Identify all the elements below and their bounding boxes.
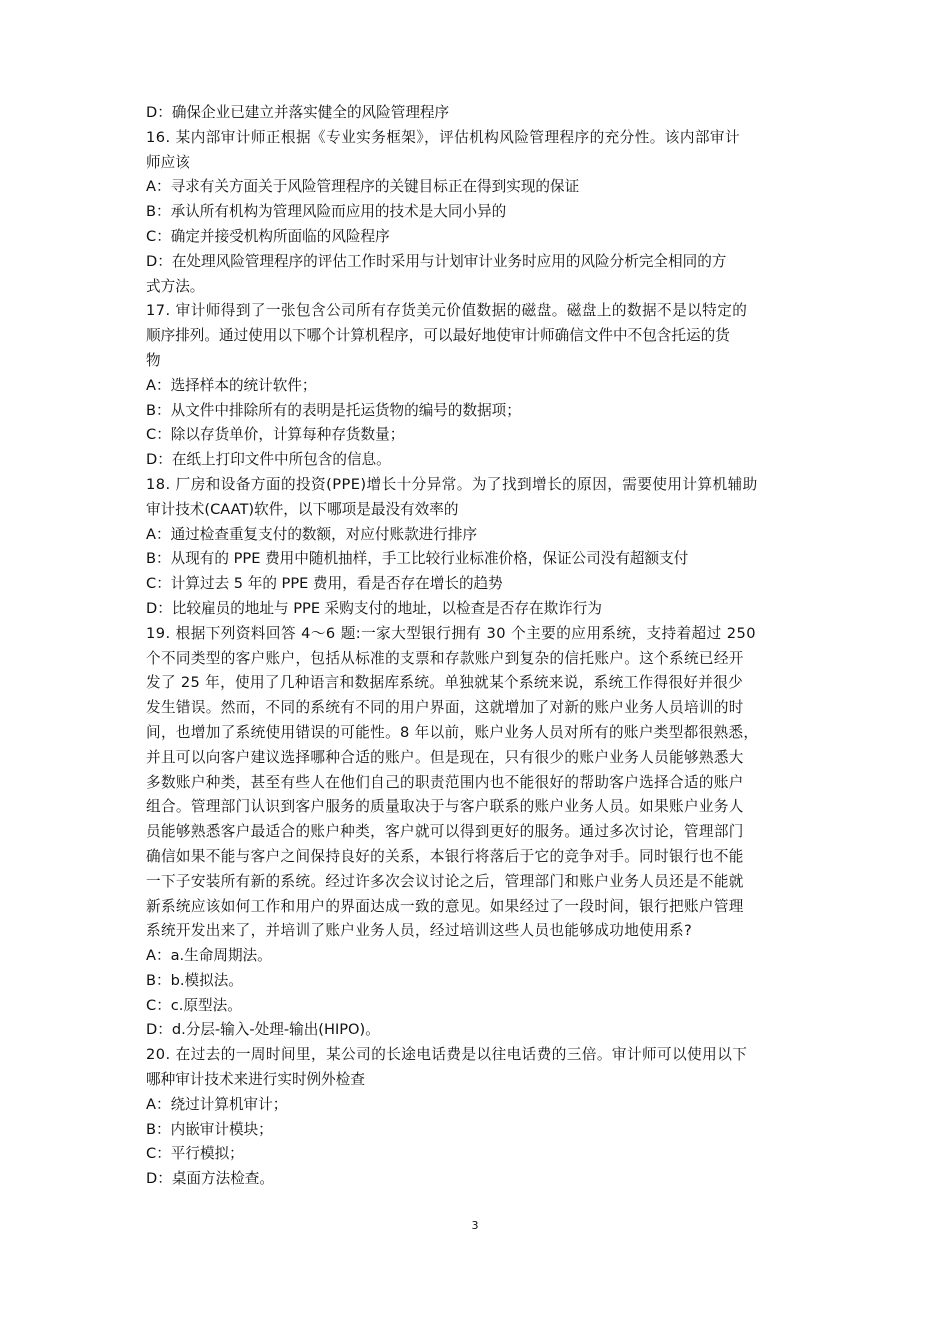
option-text-line: B：内嵌审计模块； bbox=[146, 1120, 273, 1138]
answer-option bbox=[146, 1118, 810, 1143]
question-text-line: 顺序排列。通过使用以下哪个计算机程序，可以最好地使审计师确信文件中不包含托运的货 bbox=[146, 327, 730, 345]
question-text-line: 个不同类型的客户账户，包括从标准的支票和存款账户到复杂的信托账户。这个系统已经开 bbox=[146, 649, 744, 667]
answer-option bbox=[146, 225, 810, 250]
option-text-line: C：确定并接受机构所面临的风险程序 bbox=[146, 227, 390, 245]
option-text-line: D：在纸上打印文件中所包含的信息。 bbox=[146, 451, 391, 469]
option-text-line: D：确保企业已建立并落实健全的风险管理程序 bbox=[146, 104, 450, 121]
question-text-line: 哪种审计技术来进行实时例外检查 bbox=[146, 1071, 365, 1089]
question-text-line: 审计技术(CAAT)软件，以下哪项是最没有效率的 bbox=[146, 500, 459, 518]
answer-option bbox=[146, 969, 810, 994]
option-text-line: C：c.原型法。 bbox=[146, 996, 242, 1014]
answer-option bbox=[146, 374, 810, 399]
question-text-line: 新系统应该如何工作和用户的界面达成一致的意见。如果经过了一段时间，银行把账户管理 bbox=[146, 897, 744, 915]
question-text-line: 师应该 bbox=[146, 153, 190, 171]
question-text-line: 间，也增加了系统使用错误的可能性。8 年以前，账户业务人员对所有的账户类型都很熟悉， bbox=[146, 723, 759, 741]
option-text-line: B：从文件中排除所有的表明是托运货物的编号的数据项； bbox=[146, 401, 521, 419]
option-text-line: A：选择样本的统计软件； bbox=[146, 376, 317, 394]
question-block bbox=[146, 622, 810, 944]
answer-option bbox=[146, 448, 810, 473]
question-text-line: 组合。管理部门认识到客户服务的质量取决于与客户联系的账户业务人员。如果账户业务人 bbox=[146, 798, 744, 816]
answer-option bbox=[146, 994, 810, 1019]
question-text-line: 多数账户种类，甚至有些人在他们自己的职责范围内也不能很好的帮助客户选择合适的账户 bbox=[146, 773, 744, 791]
question-text-line: 16. 某内部审计师正根据《专业实务框架》，评估机构风险管理程序的充分性。该内部审计 bbox=[146, 128, 741, 146]
option-text-line: B：承认所有机构为管理风险而应用的技术是大同小异的 bbox=[146, 203, 507, 221]
answer-option bbox=[146, 1018, 810, 1043]
option-text-line: B：b.模拟法。 bbox=[146, 971, 243, 989]
question-text-line: 系统开发出来了，并培训了账户业务人员，经过培训这些人员也能够成功地使用系? bbox=[146, 922, 693, 940]
option-text-line: C：除以存货单价，计算每种存货数量； bbox=[146, 426, 405, 444]
question-block bbox=[146, 1043, 810, 1093]
question-block bbox=[146, 299, 810, 373]
option-text-line: 式方法。 bbox=[146, 277, 205, 295]
option-text-line: C：计算过去 5 年的 PPE 费用，看是否存在增长的趋势 bbox=[146, 575, 503, 593]
answer-option bbox=[146, 1142, 810, 1167]
answer-option bbox=[146, 1167, 810, 1192]
question-text-line: 一下子安装所有新的系统。经过许多次会议讨论之后，管理部门和账户业务人员还是不能就 bbox=[146, 872, 744, 890]
document-body bbox=[146, 101, 810, 1192]
option-text-line: D：在处理风险管理程序的评估工作时采用与计划审计业务时应用的风险分析完全相同的方 bbox=[146, 252, 727, 270]
question-text-line: 确信如果不能与客户之间保持良好的关系，本银行将落后于它的竞争对手。同时银行也不能 bbox=[146, 847, 744, 865]
answer-option bbox=[146, 399, 810, 424]
question-text-line: 员能够熟悉客户最适合的账户种类，客户就可以得到更好的服务。通过多次讨论，管理部门 bbox=[146, 823, 744, 841]
option-text-line: D：比较雇员的地址与 PPE 采购支付的地址，以检查是否存在欺诈行为 bbox=[146, 599, 602, 617]
answer-option bbox=[146, 200, 810, 225]
question-text-line: 19. 根据下列资料回答 4～6 题:一家大型银行拥有 30 个主要的应用系统，支持着超过 250 bbox=[146, 624, 757, 642]
option-text-line: D：桌面方法检查。 bbox=[146, 1170, 274, 1188]
answer-option bbox=[146, 597, 810, 622]
option-text-line: A：寻求有关方面关于风险管理程序的关键目标正在得到实现的保证 bbox=[146, 178, 580, 196]
answer-option bbox=[146, 1093, 810, 1118]
option-text-line: B：从现有的 PPE 费用中随机抽样，手工比较行业标准价格，保证公司没有超额支付 bbox=[146, 550, 689, 568]
question-block bbox=[146, 126, 810, 176]
question-text-line: 发了 25 年，使用了几种语言和数据库系统。单独就某个系统来说，系统工作得很好并很少 bbox=[146, 674, 744, 692]
answer-option bbox=[146, 101, 810, 126]
question-text-line: 17. 审计师得到了一张包含公司所有存货美元价值数据的磁盘。磁盘上的数据不是以特定的 bbox=[146, 302, 748, 320]
option-text-line: A：通过检查重复支付的数额，对应付账款进行排序 bbox=[146, 525, 478, 543]
question-block bbox=[146, 473, 810, 523]
question-text-line: 并且可以向客户建议选择哪种合适的账户。但是现在，只有很少的账户业务人员能够熟悉大 bbox=[146, 748, 744, 766]
answer-option bbox=[146, 423, 810, 448]
page-number: 3 bbox=[471, 1219, 479, 1232]
answer-option bbox=[146, 175, 810, 200]
option-text-line: D：d.分层-输入-处理-输出(HIPO)。 bbox=[146, 1021, 380, 1039]
answer-option bbox=[146, 572, 810, 597]
option-text-line: A：绕过计算机审计； bbox=[146, 1095, 288, 1113]
question-text-line: 18. 厂房和设备方面的投资(PPE)增长十分异常。为了找到增长的原因，需要使用计算机辅助 bbox=[146, 475, 758, 493]
question-text-line: 20. 在过去的一周时间里，某公司的长途电话费是以往电话费的三倍。审计师可以使用以下 bbox=[146, 1046, 748, 1064]
answer-option bbox=[146, 250, 810, 300]
question-text-line: 发生错误。然而，不同的系统有不同的用户界面，这就增加了对新的账户业务人员培训的时 bbox=[146, 699, 744, 717]
answer-option bbox=[146, 944, 810, 969]
answer-option bbox=[146, 523, 810, 548]
answer-option bbox=[146, 547, 810, 572]
question-text-line: 物 bbox=[146, 351, 161, 369]
option-text-line: A：a.生命周期法。 bbox=[146, 947, 272, 965]
option-text-line: C：平行模拟； bbox=[146, 1145, 244, 1163]
